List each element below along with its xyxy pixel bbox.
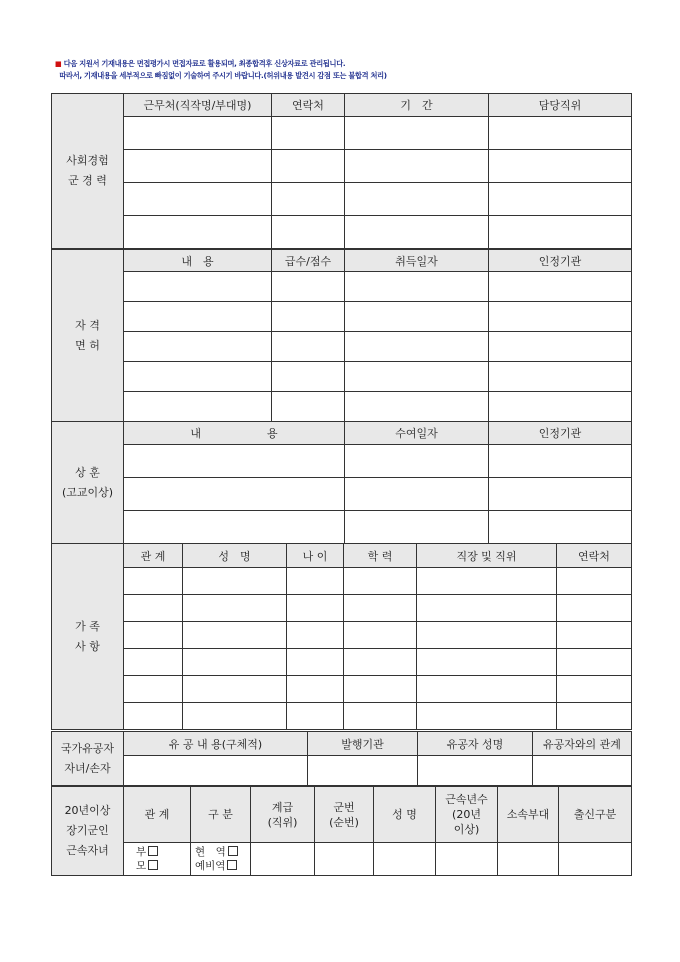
family-cell[interactable] (344, 622, 417, 649)
family-cell[interactable] (417, 622, 557, 649)
license-table (51, 249, 632, 422)
family-cell[interactable] (183, 676, 287, 703)
license-cell[interactable] (345, 272, 489, 302)
family-cell[interactable] (287, 649, 344, 676)
relation-option-father[interactable]: 부 (124, 845, 190, 859)
license-cell[interactable] (272, 302, 345, 332)
license-row (52, 332, 632, 362)
family-cell[interactable] (344, 595, 417, 622)
career-header: 연락처 (272, 94, 345, 117)
career-cell[interactable] (124, 150, 272, 183)
license-cell[interactable] (345, 302, 489, 332)
family-cell[interactable] (287, 703, 344, 730)
family-cell[interactable] (287, 622, 344, 649)
career-row (52, 150, 632, 183)
family-cell[interactable] (287, 676, 344, 703)
family-cell[interactable] (344, 568, 417, 595)
license-header: 내 용 (124, 250, 272, 272)
status-option-reserve[interactable]: 예비역 (191, 859, 250, 873)
license-row (52, 272, 632, 302)
family-cell[interactable] (124, 703, 183, 730)
family-cell[interactable] (557, 568, 632, 595)
career-cell[interactable] (489, 183, 632, 216)
career-cell[interactable] (345, 183, 489, 216)
merit-row (52, 756, 632, 786)
award-cell[interactable] (124, 511, 345, 544)
career-row (52, 216, 632, 249)
military-label: 20년이상 장기군인 근속자녀 (52, 787, 124, 876)
career-header: 근무처(직작명/부대명) (124, 94, 272, 117)
merit-label: 국가유공자 자녀/손자 (52, 732, 124, 786)
family-header: 나 이 (287, 544, 344, 568)
family-row (52, 703, 632, 730)
career-cell[interactable] (272, 216, 345, 249)
career-cell[interactable] (489, 117, 632, 150)
family-cell[interactable] (557, 595, 632, 622)
award-header: 수여일자 (345, 422, 489, 445)
license-cell[interactable] (345, 332, 489, 362)
family-cell[interactable] (287, 595, 344, 622)
license-cell[interactable] (272, 362, 345, 392)
checkbox[interactable] (148, 846, 158, 856)
family-row (52, 595, 632, 622)
license-cell[interactable] (489, 272, 632, 302)
family-cell[interactable] (287, 568, 344, 595)
career-row (52, 117, 632, 150)
family-cell[interactable] (344, 703, 417, 730)
award-cell[interactable] (345, 478, 489, 511)
family-header: 성 명 (183, 544, 287, 568)
career-cell[interactable] (124, 216, 272, 249)
award-label: 상 훈 (고교이상) (52, 422, 124, 544)
license-cell[interactable] (489, 392, 632, 422)
license-row (52, 362, 632, 392)
award-row (52, 511, 632, 544)
career-cell[interactable] (124, 117, 272, 150)
military-cell[interactable] (315, 843, 374, 876)
family-cell[interactable] (124, 595, 183, 622)
career-table (51, 93, 632, 249)
merit-table (51, 731, 632, 786)
family-header: 연락처 (557, 544, 632, 568)
military-header: 관 계 (124, 787, 191, 843)
license-cell[interactable] (272, 272, 345, 302)
family-row (52, 568, 632, 595)
career-row (52, 183, 632, 216)
license-cell[interactable] (124, 302, 272, 332)
military-header: 군번 (순번) (315, 787, 374, 843)
family-cell[interactable] (417, 703, 557, 730)
license-label: 자 격 면 허 (52, 250, 124, 422)
family-cell[interactable] (344, 649, 417, 676)
military-cell[interactable] (559, 843, 632, 876)
merit-cell[interactable] (418, 756, 533, 786)
merit-header: 유 공 내 용(구체적) (124, 732, 308, 756)
status-option-active[interactable]: 현 역 (191, 845, 250, 859)
merit-header: 유공자 성명 (418, 732, 533, 756)
family-cell[interactable] (183, 568, 287, 595)
family-row (52, 649, 632, 676)
career-header: 담당직위 (489, 94, 632, 117)
family-row (52, 622, 632, 649)
license-row (52, 392, 632, 422)
career-cell[interactable] (124, 183, 272, 216)
career-cell[interactable] (489, 150, 632, 183)
award-row (52, 445, 632, 478)
career-cell[interactable] (345, 117, 489, 150)
career-label: 사회경험 군 경 력 (52, 94, 124, 249)
award-cell[interactable] (124, 445, 345, 478)
award-cell[interactable] (489, 445, 632, 478)
license-cell[interactable] (272, 392, 345, 422)
notice-line-1: 다음 지원서 기재내용은 면접평가시 면접자료로 활용되며, 최종합격후 신상자료로 관리됩니다. (63, 59, 346, 68)
family-table (51, 543, 632, 730)
award-header: 내 용 (124, 422, 345, 445)
award-cell[interactable] (489, 478, 632, 511)
family-row (52, 676, 632, 703)
merit-header: 발행기관 (308, 732, 418, 756)
military-header: 근속년수 (20년 이상) (436, 787, 498, 843)
license-cell[interactable] (272, 332, 345, 362)
military-table (51, 786, 632, 876)
family-cell[interactable] (124, 568, 183, 595)
family-header: 학 력 (344, 544, 417, 568)
military-cell[interactable] (498, 843, 559, 876)
award-cell[interactable] (489, 511, 632, 544)
award-cell[interactable] (345, 511, 489, 544)
career-cell[interactable] (345, 150, 489, 183)
family-cell[interactable] (183, 595, 287, 622)
license-header: 급수/점수 (272, 250, 345, 272)
checkbox[interactable] (148, 860, 158, 870)
family-label: 가 족 사 항 (52, 544, 124, 730)
family-cell[interactable] (124, 649, 183, 676)
license-cell[interactable] (124, 332, 272, 362)
family-header: 직장 및 직위 (417, 544, 557, 568)
merit-header: 유공자와의 관계 (533, 732, 632, 756)
family-cell[interactable] (124, 622, 183, 649)
career-header: 기 간 (345, 94, 489, 117)
license-cell[interactable] (124, 272, 272, 302)
merit-cell[interactable] (124, 756, 308, 786)
family-cell[interactable] (183, 703, 287, 730)
relation-options (124, 843, 191, 876)
license-header: 인정기관 (489, 250, 632, 272)
award-cell[interactable] (124, 478, 345, 511)
military-cell[interactable] (251, 843, 315, 876)
family-cell[interactable] (344, 676, 417, 703)
family-cell[interactable] (557, 676, 632, 703)
military-header: 소속부대 (498, 787, 559, 843)
military-header: 출신구분 (559, 787, 632, 843)
military-header: 구 분 (191, 787, 251, 843)
military-cell[interactable] (374, 843, 436, 876)
notice-line-2: 따라서, 기재내용을 세부적으로 빠짐없이 기술하여 주시기 바랍니다.(허위내용 발견시 감점 또는 불합격 처리) (59, 71, 387, 80)
family-cell[interactable] (557, 622, 632, 649)
family-cell[interactable] (417, 649, 557, 676)
license-cell[interactable] (345, 392, 489, 422)
military-cell[interactable] (436, 843, 498, 876)
career-cell[interactable] (272, 150, 345, 183)
license-cell[interactable] (345, 362, 489, 392)
family-cell[interactable] (183, 649, 287, 676)
family-header: 관 계 (124, 544, 183, 568)
license-header: 취득일자 (345, 250, 489, 272)
award-header: 인정기관 (489, 422, 632, 445)
license-cell[interactable] (124, 362, 272, 392)
merit-cell[interactable] (533, 756, 632, 786)
family-cell[interactable] (557, 649, 632, 676)
relation-option-mother[interactable]: 모 (124, 859, 190, 873)
career-cell[interactable] (489, 216, 632, 249)
career-cell[interactable] (272, 117, 345, 150)
license-row (52, 302, 632, 332)
family-cell[interactable] (557, 703, 632, 730)
award-row (52, 478, 632, 511)
military-header: 계급 (직위) (251, 787, 315, 843)
award-table (51, 421, 632, 544)
checkbox[interactable] (228, 846, 238, 856)
award-cell[interactable] (345, 445, 489, 478)
career-cell[interactable] (345, 216, 489, 249)
status-options (191, 843, 251, 876)
notice (55, 58, 655, 82)
license-cell[interactable] (489, 302, 632, 332)
merit-cell[interactable] (308, 756, 418, 786)
license-cell[interactable] (489, 332, 632, 362)
family-cell[interactable] (417, 568, 557, 595)
military-row (52, 843, 632, 876)
notice-bullet: ■ (55, 59, 62, 68)
family-cell[interactable] (183, 622, 287, 649)
license-cell[interactable] (124, 392, 272, 422)
family-cell[interactable] (417, 676, 557, 703)
family-cell[interactable] (417, 595, 557, 622)
family-cell[interactable] (124, 676, 183, 703)
career-cell[interactable] (272, 183, 345, 216)
military-header: 성 명 (374, 787, 436, 843)
checkbox[interactable] (227, 860, 237, 870)
license-cell[interactable] (489, 362, 632, 392)
